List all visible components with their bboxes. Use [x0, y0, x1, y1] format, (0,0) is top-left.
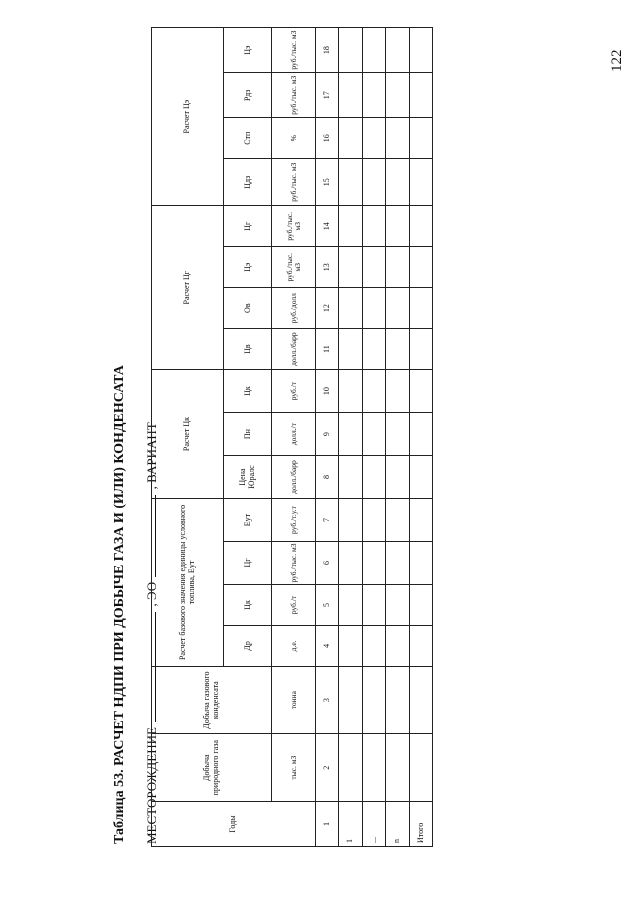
unit-cell: тыс. м3 [272, 734, 316, 802]
sub-header: Цг [224, 542, 272, 585]
column-number: 18 [315, 28, 338, 73]
row-label: n [386, 801, 409, 846]
column-number: 16 [315, 118, 338, 159]
unit-cell: д.е. [272, 625, 316, 666]
gas-header: Добыча природного газа [152, 734, 272, 802]
column-number: 4 [315, 625, 338, 666]
unit-cell: долл./т [272, 413, 316, 456]
sub-header: Цэ [224, 247, 272, 288]
column-number: 8 [315, 456, 338, 499]
column-number: 7 [315, 499, 338, 542]
unit-cell: руб./долл [272, 288, 316, 329]
column-number: 2 [315, 734, 338, 802]
row-label: ... [362, 801, 385, 846]
table-row [386, 28, 409, 847]
column-number: 1 [315, 801, 338, 846]
column-number: 11 [315, 329, 338, 370]
group-tse-header: Расчет Цэ [152, 28, 224, 206]
title-block [112, 332, 159, 852]
sub-header: Ов [224, 288, 272, 329]
column-number: 17 [315, 73, 338, 118]
condensate-header: Добыча газового конденсата [152, 666, 272, 734]
sub-header: Др [224, 625, 272, 666]
total-label: Итого [409, 801, 432, 846]
sub-header: Пн [224, 413, 272, 456]
unit-cell: тонна [272, 666, 316, 734]
eo-label: , ЭО [144, 581, 159, 607]
column-number: 15 [315, 159, 338, 206]
table-row [409, 28, 432, 847]
unit-cell: руб./тыс. м3 [272, 159, 316, 206]
ndpi-table-wrap [151, 27, 433, 847]
sub-header: Еут [224, 499, 272, 542]
sub-header: Цг [224, 206, 272, 247]
column-number: 9 [315, 413, 338, 456]
column-number: 5 [315, 585, 338, 626]
field-label: МЕСТОРОЖДЕНИЕ [144, 727, 159, 844]
column-number: 13 [315, 247, 338, 288]
unit-cell: руб./тыс. м3 [272, 28, 316, 73]
column-number: 10 [315, 370, 338, 413]
table-row [339, 28, 362, 847]
unit-cell: % [272, 118, 316, 159]
sub-header: Цк [224, 370, 272, 413]
row-label: 1 [339, 801, 362, 846]
sub-header: Цдз [224, 159, 272, 206]
column-number: 3 [315, 666, 338, 734]
sub-header: Рдз [224, 73, 272, 118]
sub-header: Цв [224, 329, 272, 370]
group-tsg-header: Расчет Цг [152, 206, 224, 370]
table-row [362, 28, 385, 847]
unit-cell: руб./т [272, 585, 316, 626]
sub-header: Цк [224, 585, 272, 626]
unit-cell: руб./т.у.т [272, 499, 316, 542]
unit-cell: руб./т [272, 370, 316, 413]
group-tsk-header: Расчет Цк [152, 370, 224, 499]
sub-header: Цэ [224, 28, 272, 73]
group-eut-header: Расчет базового значения единицы условного топлива, Еут [152, 499, 224, 667]
sub-header: Стп [224, 118, 272, 159]
page-number: 122 [609, 49, 625, 72]
unit-cell: руб./тыс. м3 [272, 542, 316, 585]
column-number: 14 [315, 206, 338, 247]
ndpi-table [151, 27, 433, 847]
unit-cell: руб./тыс. м3 [272, 206, 316, 247]
sub-header: Цена Юралс [224, 456, 272, 499]
unit-cell: долл./барр [272, 456, 316, 499]
variant-label: , ВАРИАНТ [144, 422, 159, 490]
table-title: Таблица 53. РАСЧЕТ НДПИ ПРИ ДОБЫЧЕ ГАЗА И (ИЛИ) КОНДЕНСАТА [112, 365, 127, 844]
unit-cell: долл./барр [272, 329, 316, 370]
unit-cell: руб./тыс. м3 [272, 247, 316, 288]
column-number: 12 [315, 288, 338, 329]
years-header: Годы [152, 801, 316, 846]
unit-cell: руб./тыс. м3 [272, 73, 316, 118]
column-number: 6 [315, 542, 338, 585]
